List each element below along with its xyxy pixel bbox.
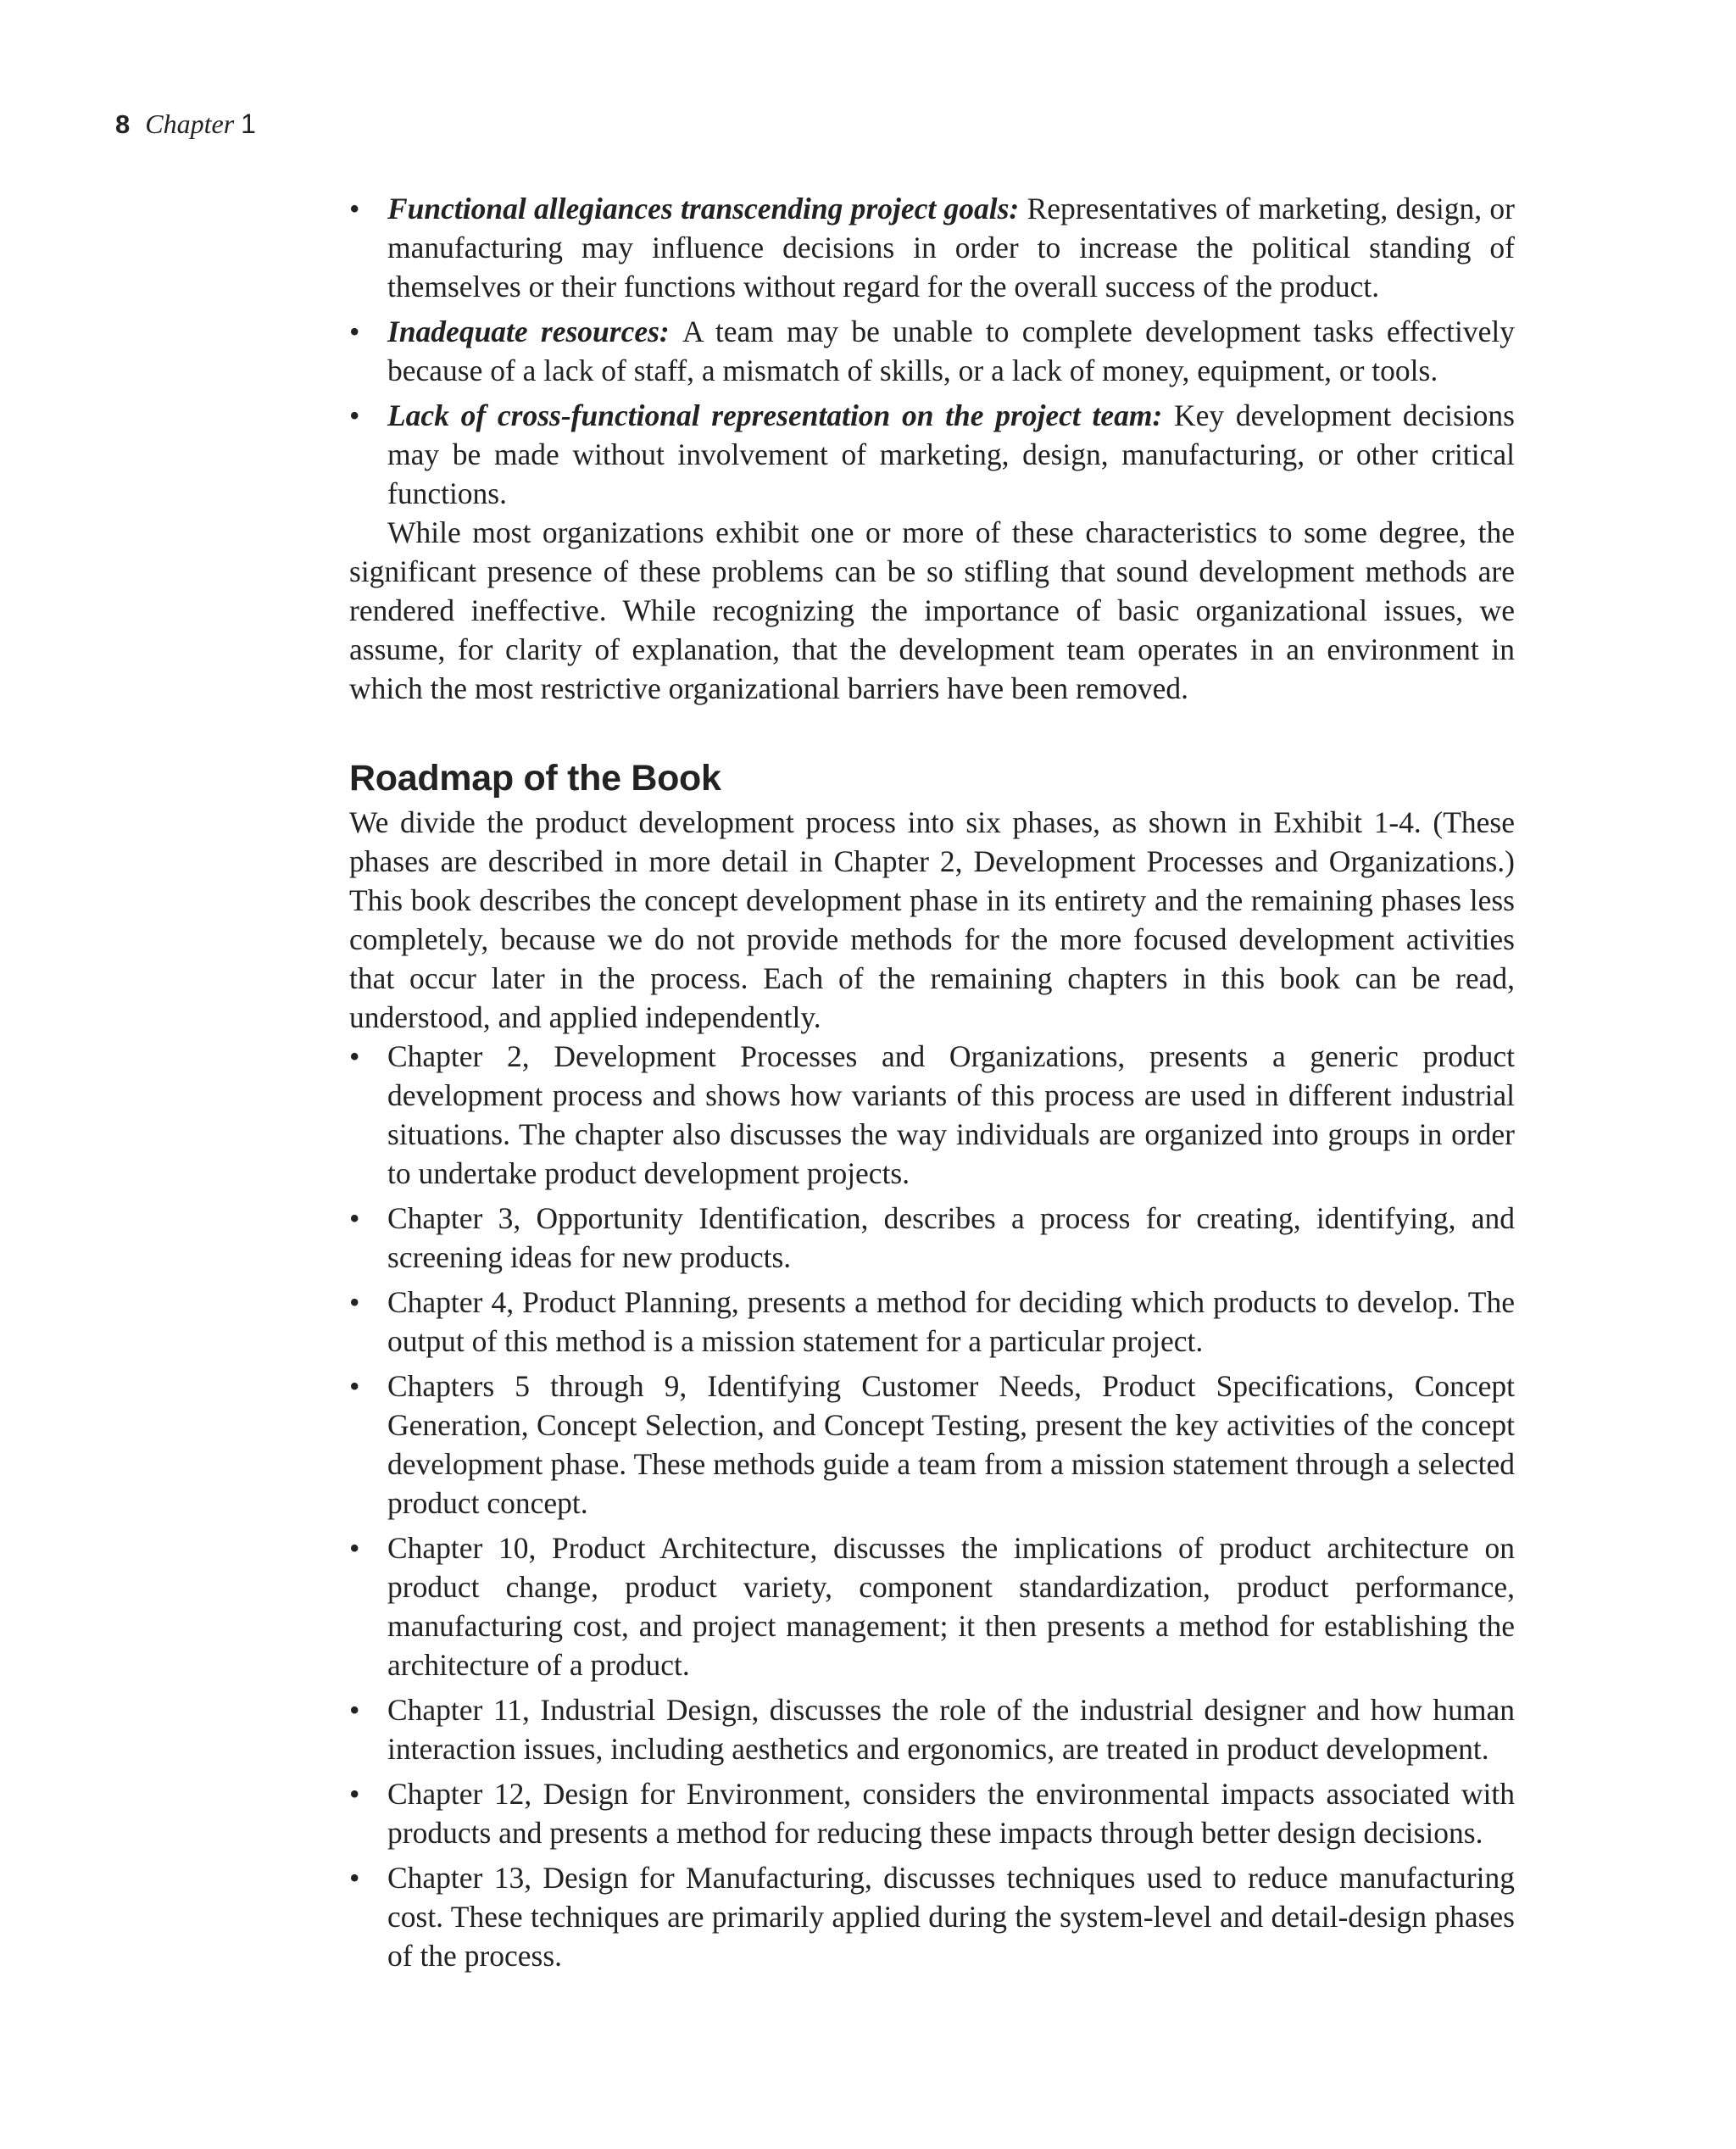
- list-item-text: Chapters 5 through 9, Identifying Customer Needs, Product Specifications, Concept Generation, Concept Selection, and Concept Testing, present the key activities of the concept development phase. These methods guide a team from a mission statement through a selected product concept.: [387, 1369, 1515, 1520]
- bullet-icon: •: [349, 1777, 360, 1811]
- chapter-number: 1: [241, 109, 256, 139]
- list-item-text: Chapter 2, Development Processes and Organizations, presents a generic product development process and shows how variants of this process are used in different industrial situations. The chapter also discusses the way individuals are organized into groups in order to undertake product development projects.: [387, 1039, 1515, 1190]
- bullet-icon: •: [349, 315, 360, 348]
- list-item-text: Chapter 3, Opportunity Identification, describes a process for creating, identifying, and screening ideas for new products.: [387, 1201, 1515, 1274]
- bullet-icon: •: [349, 1693, 360, 1727]
- bullet-icon: •: [349, 1531, 360, 1565]
- list-item-text: Chapter 10, Product Architecture, discusses the implications of product architecture on product change, product variety, component standardization, product performance, manufacturing cost, and project management; it then presents a method for establishing the architecture of a product.: [387, 1531, 1515, 1682]
- page-number: 8: [115, 109, 131, 139]
- list-item-text: Chapter 11, Industrial Design, discusses the role of the industrial designer and how human interaction issues, including aesthetics and ergonomics, are treated in product development.: [387, 1693, 1515, 1766]
- list-item: [349, 1774, 1515, 1852]
- list-item: [349, 1037, 1515, 1193]
- bullet-icon: •: [349, 1201, 360, 1235]
- running-head: [115, 109, 256, 151]
- section-heading: Roadmap of the Book: [349, 758, 721, 799]
- list-item-text: A team may be unable to complete development tasks effectively because of a lack of staff, a mismatch of skills, or a lack of money, equipment, or tools.: [387, 315, 1515, 387]
- list-item-text: Chapter 13, Design for Manufacturing, discusses techniques used to reduce manufacturing cost. These techniques are primarily applied during the system-level and detail-design phases of the process.: [387, 1861, 1515, 1973]
- list-item: [349, 1858, 1515, 1975]
- list-item: [349, 1283, 1515, 1361]
- list-item: [349, 312, 1515, 390]
- bullet-icon: •: [349, 1039, 360, 1073]
- list-item-text: Representatives of marketing, design, or manufacturing may influence decisions in order to increase the political standing of themselves or their functions without regard for the overall success of the product.: [387, 192, 1515, 303]
- bullet-icon: •: [349, 398, 360, 432]
- list-item-lead: Functional allegiances transcending project goals:: [387, 192, 1027, 225]
- list-item-lead: Inadequate resources:: [387, 315, 682, 348]
- list-item: [349, 1528, 1515, 1684]
- list-item: [349, 1690, 1515, 1768]
- list-item-text: Key development decisions may be made without involvement of marketing, design, manufacturing, or other critical functions.: [387, 398, 1515, 510]
- list-item: [349, 1199, 1515, 1277]
- list-item: [349, 396, 1515, 513]
- section-intro-paragraph: We divide the product development process into six phases, as shown in Exhibit 1-4. (These phases are described in more detail in Chapter 2, Development Processes and Organizations.) This book describes the concept development phase in its entirety and the remaining phases less completely, because we do not provide methods for the more focused development activities that occur later in the process. Each of the remaining chapters in this book can be read, understood, and applied independently.: [349, 805, 1515, 1034]
- body-paragraph: While most organizations exhibit one or more of these characteristics to some degree, the significant presence of these problems can be so stifling that sound development methods are rendered ineffective. While recognizing the importance of basic organizational issues, we assume, for clarity of explanation, that the development team operates in an environment in which the most restrictive organizational barriers have been removed.: [349, 515, 1515, 705]
- bullet-icon: •: [349, 192, 360, 225]
- bullet-icon: •: [349, 1285, 360, 1319]
- list-item-lead: Lack of cross-functional representation on the project team:: [387, 398, 1174, 432]
- chapter-list: [349, 1037, 1515, 1975]
- list-item: [349, 1367, 1515, 1523]
- list-item: [349, 189, 1515, 306]
- barrier-list: [349, 189, 1515, 513]
- text-column: [349, 189, 1515, 1975]
- chapter-label: Chapter: [145, 109, 235, 139]
- list-item-text: Chapter 4, Product Planning, presents a method for deciding which products to develop. The output of this method is a mission statement for a particular project.: [387, 1285, 1515, 1358]
- list-item-text: Chapter 12, Design for Environment, considers the environmental impacts associated with products and presents a method for reducing these impacts through better design decisions.: [387, 1777, 1515, 1850]
- bullet-icon: •: [349, 1369, 360, 1403]
- bullet-icon: •: [349, 1861, 360, 1895]
